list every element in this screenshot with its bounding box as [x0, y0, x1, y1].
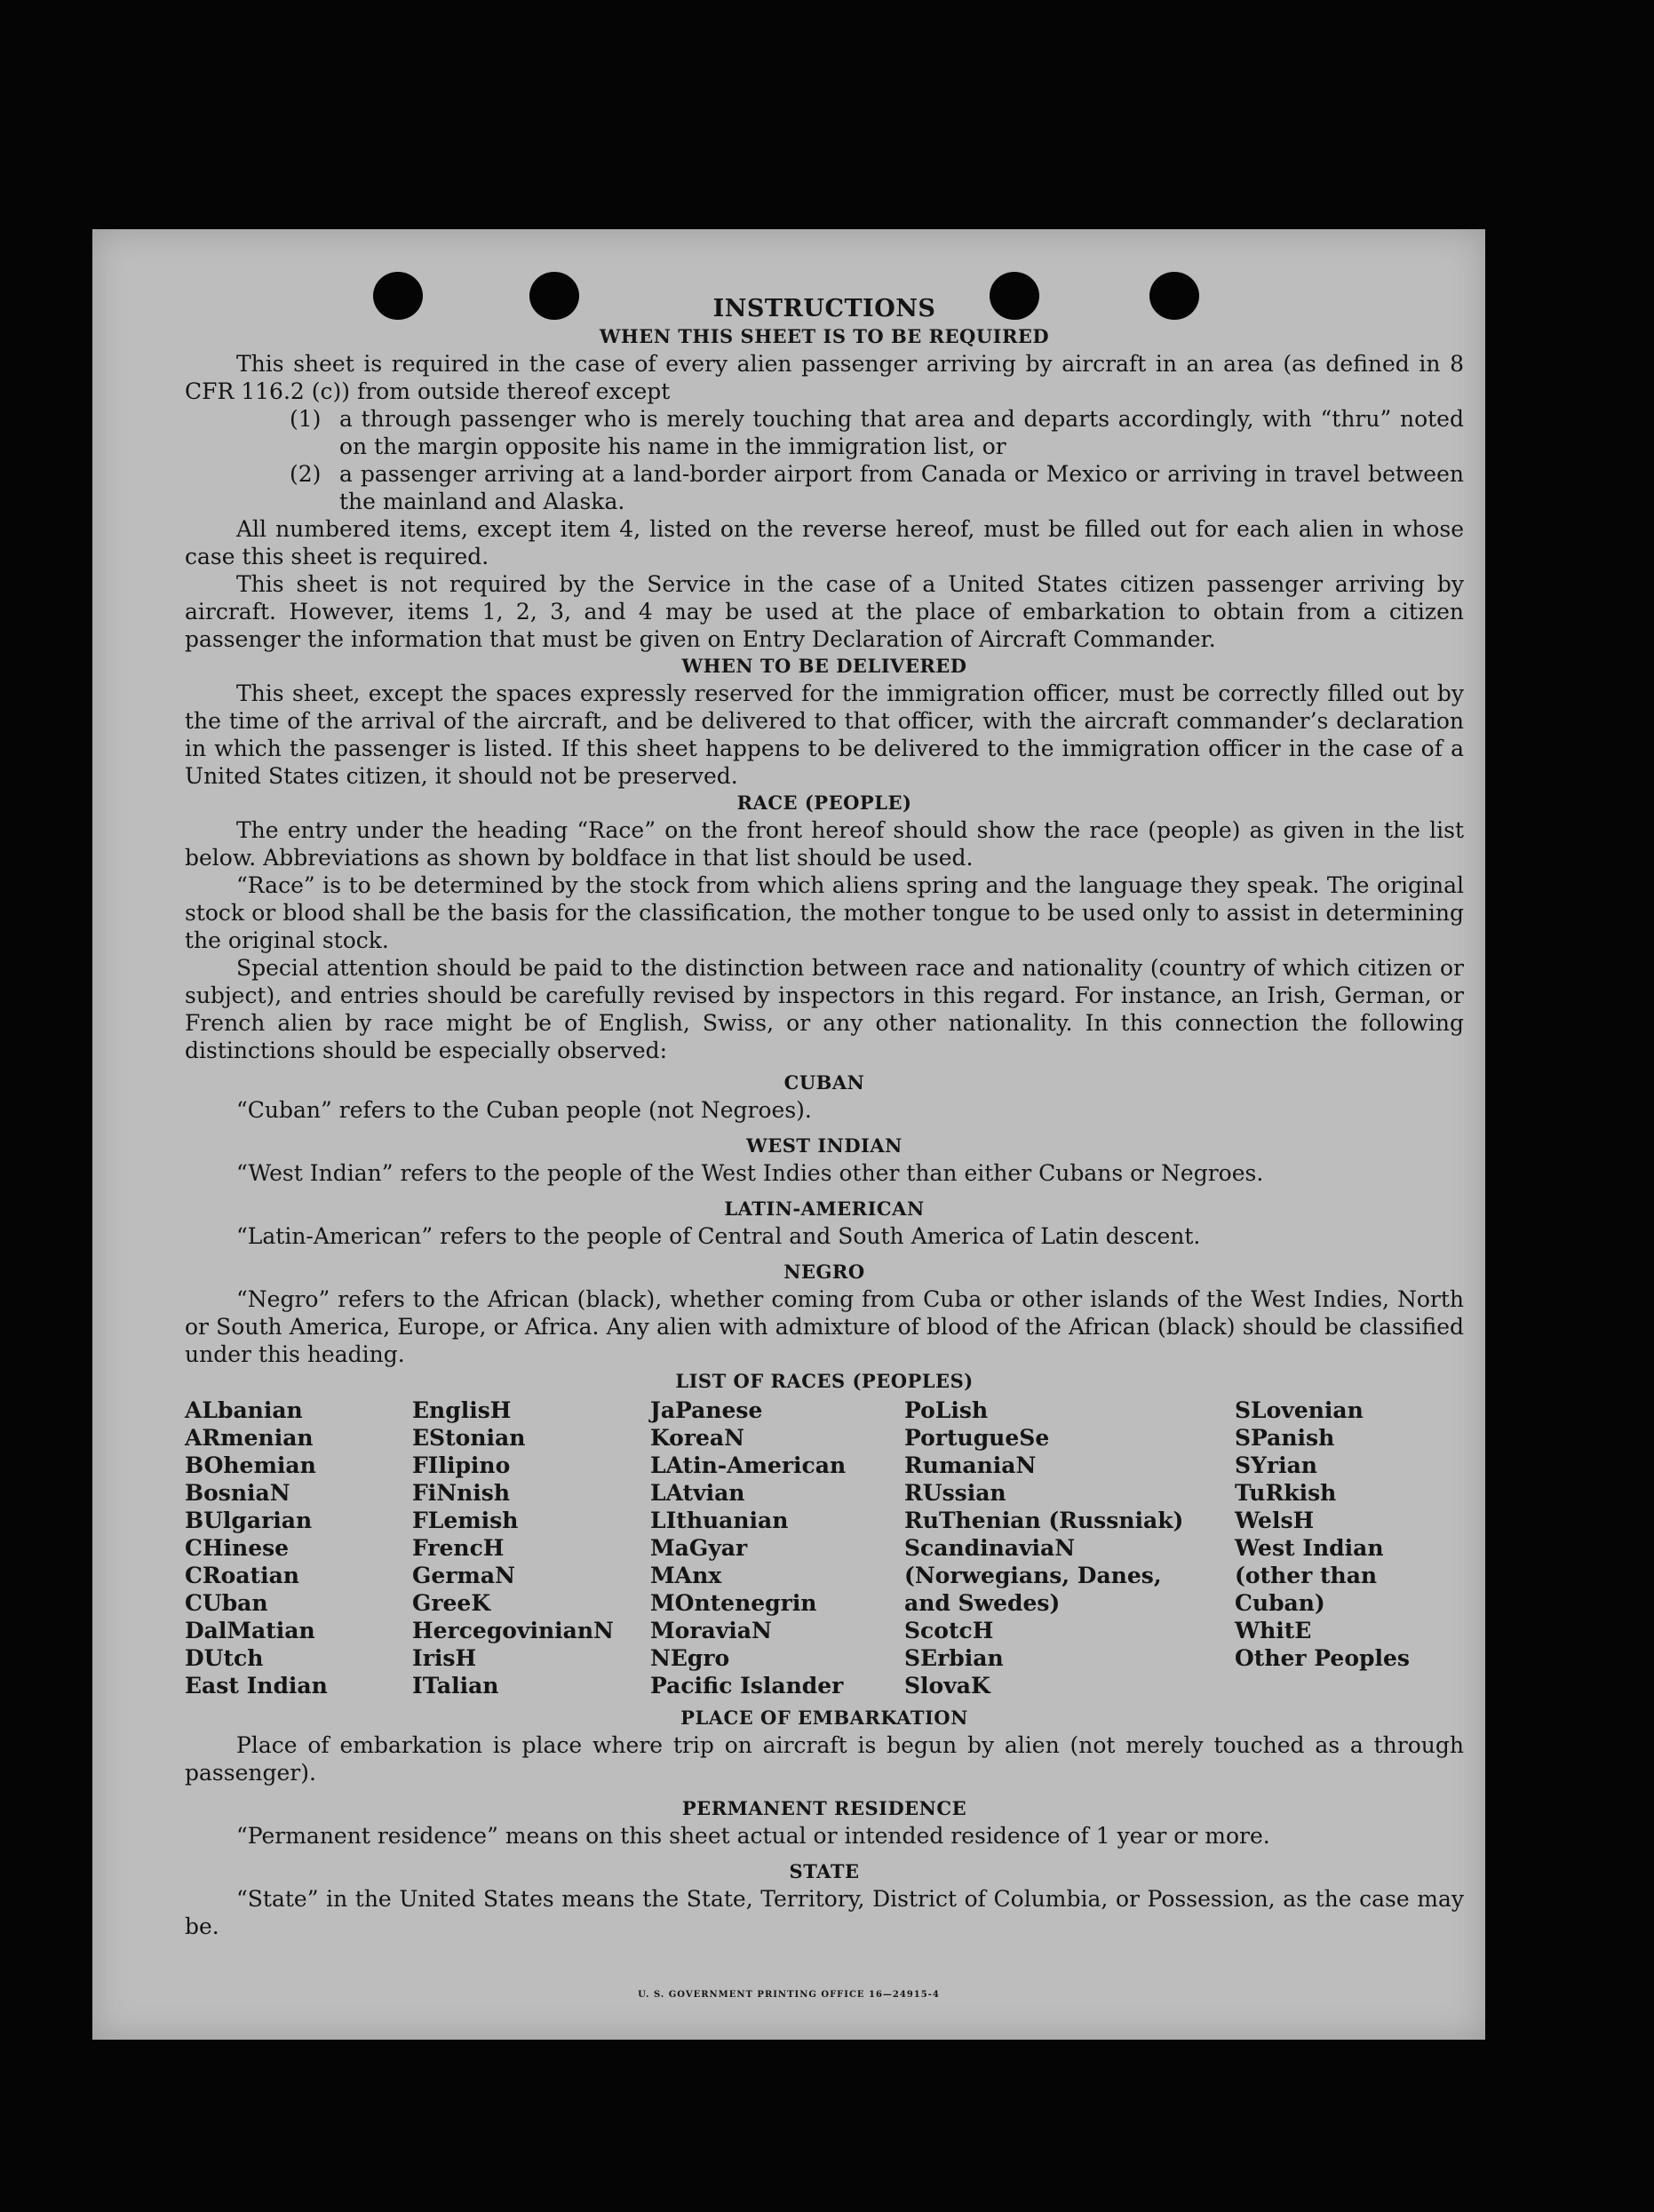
race-entry: Pacific Islander — [650, 1673, 844, 1699]
race-entry: PortugueSe — [904, 1425, 1050, 1451]
race-entry: BOhemian — [185, 1452, 316, 1478]
races-column — [904, 1396, 1235, 1699]
section-heading: WEST INDIAN — [746, 1134, 903, 1157]
races-column — [650, 1396, 904, 1699]
instructions-body — [185, 295, 1464, 1940]
list-item — [290, 405, 1464, 460]
race-entry: CHinese — [185, 1535, 290, 1561]
race-entry: MOntenegrin — [650, 1590, 817, 1616]
races-column — [412, 1396, 650, 1699]
paragraph: All numbered items, except item 4, listed on the reverse hereof, must be filled out for each alien in whose case this sheet is required. — [185, 516, 1464, 569]
paragraph: “West Indian” refers to the people of the West Indies other than either Cubans or Negroes. — [236, 1160, 1264, 1186]
paragraph: “Negro” refers to the African (black), whether coming from Cuba or other islands of the West Indies, North or South America, Europe, or Africa. Any alien with admixture of blood of the African (black) should be classified under this heading. — [185, 1286, 1464, 1367]
section-heading: CUBAN — [783, 1071, 865, 1094]
races-column — [185, 1396, 412, 1699]
race-entry: East Indian — [185, 1673, 328, 1699]
race-entry: WhitE — [1235, 1618, 1312, 1643]
section-heading: STATE — [789, 1860, 860, 1882]
race-entry: RumaniaN — [904, 1452, 1037, 1478]
race-entry: SLovenian — [1235, 1397, 1364, 1423]
race-entry: IrisH — [412, 1645, 477, 1671]
race-entry: CRoatian — [185, 1563, 299, 1588]
races-column — [1235, 1396, 1464, 1699]
race-entry: EnglisH — [412, 1397, 512, 1423]
section-heading: WHEN TO BE DELIVERED — [681, 655, 967, 677]
section-heading: RACE (PEOPLE) — [736, 792, 912, 814]
section-heading: WHEN THIS SHEET IS TO BE REQUIRED — [599, 325, 1050, 347]
race-entry: KoreaN — [650, 1425, 744, 1451]
list-item — [290, 460, 1464, 515]
race-entry: West Indian (other than Cuban) — [1235, 1535, 1384, 1616]
race-entry: EStonian — [412, 1425, 526, 1451]
race-entry: GermaN — [412, 1563, 515, 1588]
race-entry: ITalian — [412, 1673, 499, 1699]
race-entry: ScandinaviaN (Norwegians, Danes, and Swedes) — [904, 1535, 1162, 1616]
section-heading: LIST OF RACES (PEOPLES) — [675, 1370, 974, 1392]
document-sheet — [92, 229, 1485, 2040]
race-entry: ARmenian — [185, 1425, 314, 1451]
race-entry: RuThenian (Russniak) — [904, 1508, 1184, 1533]
race-entry: MoraviaN — [650, 1618, 772, 1643]
race-entry: PoLish — [904, 1397, 989, 1423]
race-entry: FrencH — [412, 1535, 505, 1561]
item-text: a passenger arriving at a land-border airport from Canada or Mexico or arriving in travel between the mainland and Alaska. — [339, 461, 1464, 514]
item-number: (1) — [290, 406, 322, 432]
race-entry: ALbanian — [185, 1397, 303, 1423]
race-entry: BUlgarian — [185, 1508, 313, 1533]
printer-imprint: U. S. GOVERNMENT PRINTING OFFICE 16—24915-4 — [638, 1990, 940, 2000]
race-entry: FIlipino — [412, 1452, 511, 1478]
paragraph: “State” in the United States means the State, Territory, District of Columbia, or Possession, as the case may be. — [185, 1886, 1464, 1939]
item-number: (2) — [290, 461, 322, 487]
race-entry: DalMatian — [185, 1618, 315, 1643]
race-entry: TuRkish — [1235, 1480, 1337, 1506]
paragraph: Place of embarkation is place where trip on aircraft is begun by alien (not merely touched as a through passenger). — [185, 1732, 1464, 1786]
race-entry: BosniaN — [185, 1480, 290, 1506]
race-entry: MAnx — [650, 1563, 722, 1588]
paragraph: The entry under the heading “Race” on the front hereof should show the race (people) as given in the list below. Abbreviations as shown by boldface in that list should be used. — [185, 817, 1464, 871]
paragraph: “Permanent residence” means on this sheet actual or intended residence of 1 year or more. — [236, 1823, 1270, 1849]
paragraph: “Race” is to be determined by the stock from which aliens spring and the language they speak. The original stock or blood shall be the basis for the classification, the mother tongue to be used only to assist in determining the original stock. — [185, 872, 1464, 953]
race-entry: SYrian — [1235, 1452, 1317, 1478]
paragraph: This sheet, except the spaces expressly reserved for the immigration officer, must be correctly filled out by the time of the arrival of the aircraft, and be delivered to that officer, with the aircraft commander’s declaration in which the passenger is listed. If this sheet happens to be delivered to the immigration officer in the case of a United States citizen, it should not be preserved. — [185, 680, 1464, 789]
race-entry: ScotcH — [904, 1618, 994, 1643]
race-entry: HercegovinianN — [412, 1618, 614, 1643]
race-entry: NEgro — [650, 1645, 730, 1671]
race-entry: Other Peoples — [1235, 1645, 1410, 1671]
paragraph: Special attention should be paid to the distinction between race and nationality (country of which citizen or subject), and entries should be carefully revised by inspectors in this regard. For instance, an Irish, German, or French alien by race might be of English, Swiss, or any other nationality. In this connection the following distinctions should be especially observed: — [185, 955, 1464, 1063]
paragraph: This sheet is required in the case of every alien passenger arriving by aircraft in an area (as defined in 8 CFR 116.2 (c)) from outside thereof except — [185, 351, 1464, 404]
race-entry: SlovaK — [904, 1673, 990, 1699]
race-entry: LAtvian — [650, 1480, 745, 1506]
section-heading: PLACE OF EMBARKATION — [680, 1707, 968, 1729]
section-heading: NEGRO — [783, 1261, 865, 1283]
race-entry: DUtch — [185, 1645, 264, 1671]
paragraph: This sheet is not required by the Service in the case of a United States citizen passenger arriving by aircraft. However, items 1, 2, 3, and 4 may be used at the place of embarkation to obtain from a citizen passenger the information that must be given on Entry Declaration of Aircraft Commander. — [185, 571, 1464, 652]
races-list — [185, 1396, 1464, 1699]
section-heading: PERMANENT RESIDENCE — [681, 1797, 967, 1819]
item-text: a through passenger who is merely touching that area and departs accordingly, with “thru” noted on the margin opposite his name in the immigration list, or — [339, 406, 1464, 459]
paragraph: “Latin-American” refers to the people of Central and South America of Latin descent. — [236, 1223, 1201, 1249]
section-heading: LATIN-AMERICAN — [724, 1198, 925, 1220]
page-title: INSTRUCTIONS — [712, 295, 936, 322]
race-entry: WelsH — [1235, 1508, 1315, 1533]
race-entry: CUban — [185, 1590, 268, 1616]
race-entry: SErbian — [904, 1645, 1004, 1671]
race-entry: GreeK — [412, 1590, 491, 1616]
race-entry: RUssian — [904, 1480, 1006, 1506]
race-entry: SPanish — [1235, 1425, 1335, 1451]
race-entry: MaGyar — [650, 1535, 748, 1561]
race-entry: LAtin-American — [650, 1452, 847, 1478]
paragraph: “Cuban” refers to the Cuban people (not Negroes). — [236, 1097, 812, 1123]
race-entry: LIthuanian — [650, 1508, 789, 1533]
race-entry: FLemish — [412, 1508, 519, 1533]
race-entry: JaPanese — [650, 1397, 763, 1423]
race-entry: FiNnish — [412, 1480, 511, 1506]
